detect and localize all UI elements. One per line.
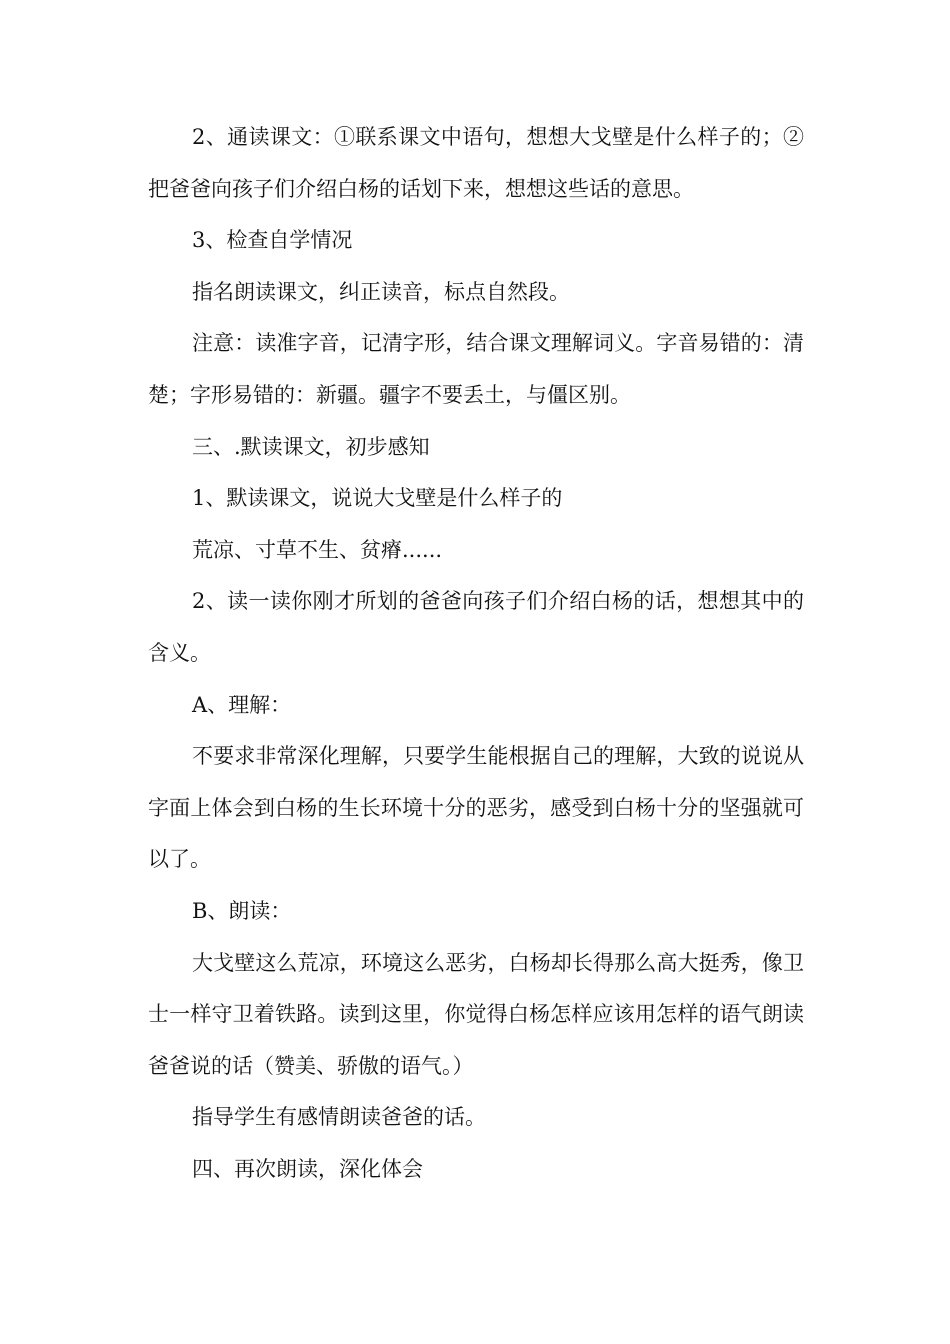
subheading-understand: A、理解： xyxy=(192,692,292,717)
paragraph-read-aloud: 指名朗读课文，纠正读音，标点自然段。 xyxy=(192,279,570,304)
subheading-read-aloud: B、朗读： xyxy=(192,898,292,923)
paragraph-silent-read: 1、默读课文，说说大戈壁是什么样子的 xyxy=(192,486,563,511)
document-body xyxy=(148,112,804,1195)
paragraph-read-dad-words: 2、读一读你刚才所划的爸爸向孩子们介绍白杨的话，想想其中的含义。 xyxy=(148,589,804,665)
section-heading-four: 四、再次朗读，深化体会 xyxy=(192,1156,423,1181)
paragraph-read-aloud-detail: 大戈壁这么荒凉，环境这么恶劣，白杨却长得那么高大挺秀，像卫士一样守卫着铁路。读到这里，你觉得白杨怎样应该用怎样的语气朗读爸爸说的话（赞美、骄傲的语气。） xyxy=(148,950,804,1078)
paragraph-check-self-study: 3、检查自学情况 xyxy=(192,228,353,253)
paragraph-understand-detail: 不要求非常深化理解，只要学生能根据自己的理解，大致的说说从字面上体会到白杨的生长环境十分的恶劣，感受到白杨十分的坚强就可以了。 xyxy=(148,744,804,872)
paragraph-answer-desolate: 荒凉、寸草不生、贫瘠...... xyxy=(192,537,443,562)
section-heading-three: 三、.默读课文，初步感知 xyxy=(192,434,430,459)
paragraph-note: 注意：读准字音，记清字形，结合课文理解词义。字音易错的：清楚；字形易错的：新疆。疆字不要丢土，与僵区别。 xyxy=(148,331,804,407)
paragraph-guide-students: 指导学生有感情朗读爸爸的话。 xyxy=(192,1105,486,1130)
paragraph-read-through: 2、通读课文：①联系课文中语句，想想大戈壁是什么样子的；②把爸爸向孩子们介绍白杨的话划下来，想想这些话的意思。 xyxy=(148,125,804,201)
